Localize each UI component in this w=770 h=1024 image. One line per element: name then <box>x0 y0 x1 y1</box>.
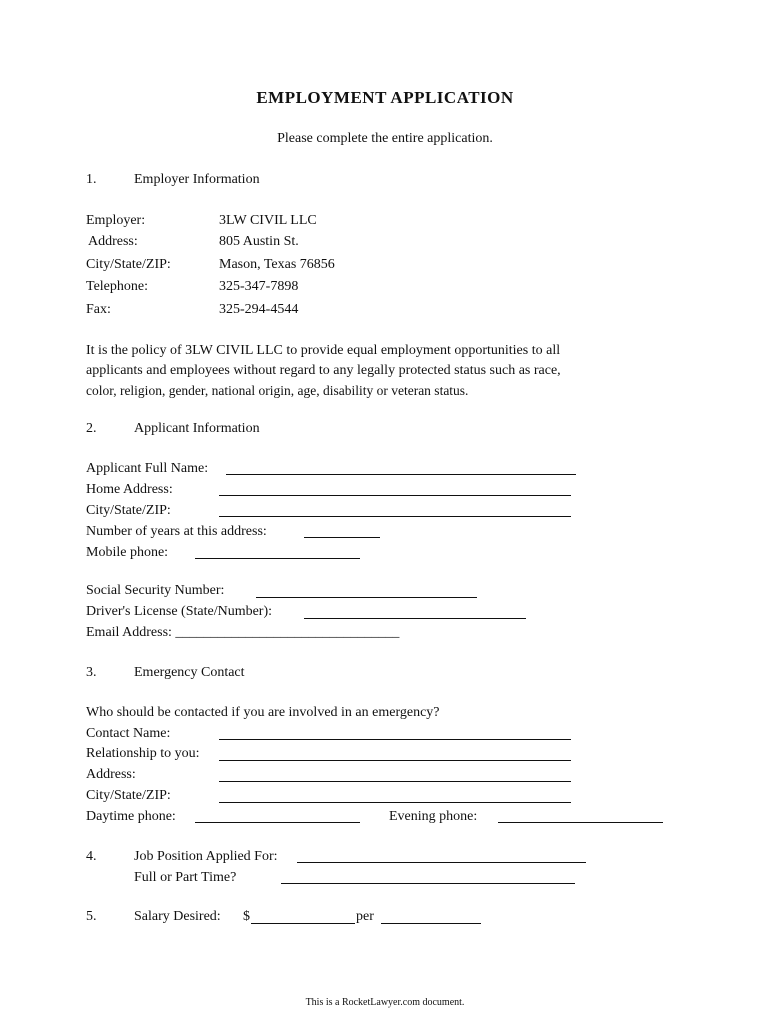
email-address-label[interactable]: Email Address: ________________________________ <box>86 625 400 640</box>
full-part-time-label: Full or Part Time? <box>134 870 237 885</box>
applicant-full-name-label: Applicant Full Name: <box>86 461 209 476</box>
section-4-number: 4. <box>86 849 97 864</box>
emergency-address-field[interactable] <box>219 781 571 782</box>
page-subtitle: Please complete the entire application. <box>277 131 493 146</box>
years-at-address-field[interactable] <box>304 537 380 538</box>
section-1-heading: Employer Information <box>134 172 260 187</box>
telephone-label: Telephone: <box>86 279 148 294</box>
emergency-city-state-zip-field[interactable] <box>219 802 571 803</box>
home-address-label: Home Address: <box>86 482 173 497</box>
policy-line-3: color, religion, gender, national origin, age, disability or veteran status. <box>86 383 469 398</box>
emergency-address-label: Address: <box>86 767 136 782</box>
daytime-phone-field[interactable] <box>195 822 360 823</box>
employer-value: 3LW CIVIL LLC <box>219 213 317 228</box>
daytime-phone-label: Daytime phone: <box>86 809 176 824</box>
section-5-number: 5. <box>86 909 97 924</box>
section-3-number: 3. <box>86 665 97 680</box>
city-state-zip-label: City/State/ZIP: <box>86 257 171 272</box>
applicant-full-name-field[interactable] <box>226 474 576 475</box>
address-label: Address: <box>88 234 138 249</box>
applicant-city-state-zip-label: City/State/ZIP: <box>86 503 171 518</box>
drivers-license-label: Driver's License (State/Number): <box>86 604 273 619</box>
footer-text: This is a RocketLawyer.com document. <box>305 997 465 1008</box>
evening-phone-label: Evening phone: <box>389 809 478 824</box>
drivers-license-field[interactable] <box>304 618 526 619</box>
section-2-heading: Applicant Information <box>134 421 260 436</box>
emergency-question: Who should be contacted if you are involved in an emergency? <box>86 705 440 720</box>
mobile-phone-label: Mobile phone: <box>86 545 169 560</box>
fax-label: Fax: <box>86 302 111 317</box>
relationship-label: Relationship to you: <box>86 746 200 761</box>
mobile-phone-field[interactable] <box>195 558 360 559</box>
salary-amount-field[interactable] <box>251 923 355 924</box>
home-address-field[interactable] <box>219 495 571 496</box>
per-label: per <box>356 909 374 924</box>
fax-value: 325-294-4544 <box>219 302 299 317</box>
years-at-address-label: Number of years at this address: <box>86 524 267 539</box>
contact-name-field[interactable] <box>219 739 571 740</box>
contact-name-label: Contact Name: <box>86 726 171 741</box>
address-value: 805 Austin St. <box>219 234 299 249</box>
page-title: EMPLOYMENT APPLICATION <box>256 88 514 107</box>
city-state-zip-value: Mason, Texas 76856 <box>219 257 335 272</box>
section-1-number: 1. <box>86 172 97 187</box>
section-2-number: 2. <box>86 421 97 436</box>
applicant-city-state-zip-field[interactable] <box>219 516 571 517</box>
telephone-value: 325-347-7898 <box>219 279 299 294</box>
eeo-policy-paragraph <box>86 341 686 401</box>
job-position-label: Job Position Applied For: <box>134 849 278 864</box>
full-part-time-field[interactable] <box>281 883 575 884</box>
dollar-sign: $ <box>243 909 250 924</box>
salary-desired-label: Salary Desired: <box>134 909 221 924</box>
emergency-city-state-zip-label: City/State/ZIP: <box>86 788 171 803</box>
evening-phone-field[interactable] <box>498 822 663 823</box>
policy-line-1: It is the policy of 3LW CIVIL LLC to provide equal employment opportunities to all <box>86 343 561 358</box>
salary-period-field[interactable] <box>381 923 481 924</box>
ssn-field[interactable] <box>256 597 477 598</box>
section-3-heading: Emergency Contact <box>134 665 245 680</box>
employer-label: Employer: <box>86 213 146 228</box>
job-position-field[interactable] <box>297 862 586 863</box>
relationship-field[interactable] <box>219 760 571 761</box>
policy-line-2: applicants and employees without regard to any legally protected status such as race, <box>86 363 561 378</box>
ssn-label: Social Security Number: <box>86 583 225 598</box>
